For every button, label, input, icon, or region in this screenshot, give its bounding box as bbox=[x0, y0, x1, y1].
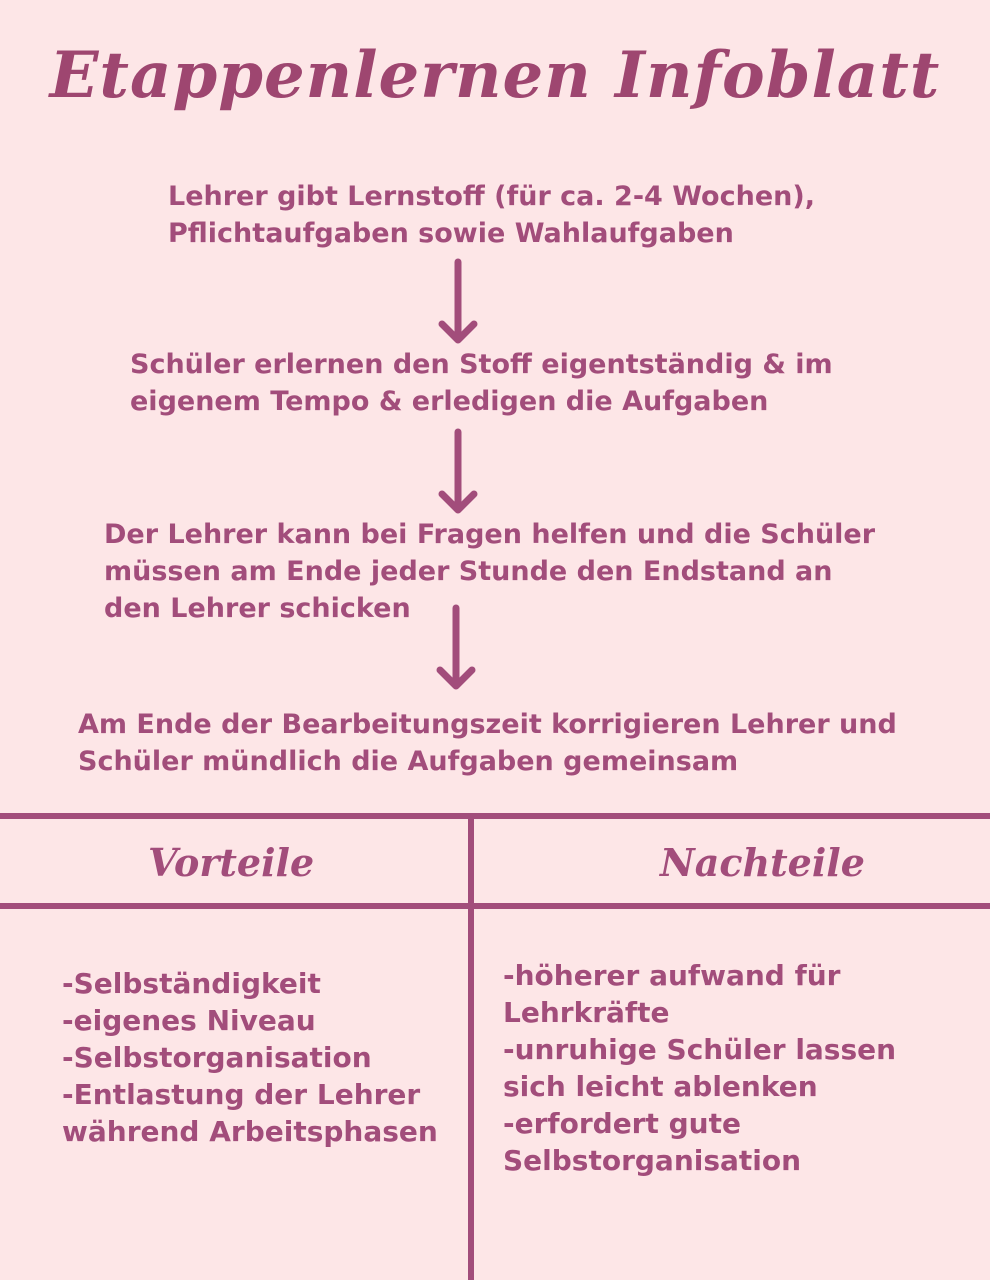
cons-list-item: Selbstorganisation bbox=[503, 1144, 802, 1177]
arrow-down-icon bbox=[438, 428, 478, 518]
cons-list-item: -höherer aufwand für bbox=[503, 959, 841, 992]
table-top-divider bbox=[0, 813, 990, 819]
cons-list-item: -erfordert gute bbox=[503, 1107, 741, 1140]
pros-list-item: -eigenes Niveau bbox=[62, 1004, 316, 1037]
arrow-down-icon bbox=[436, 604, 476, 694]
pros-list-item: -Entlastung der Lehrer bbox=[62, 1078, 421, 1111]
cons-heading: Nachteile bbox=[660, 840, 865, 885]
pros-list-item: während Arbeitsphasen bbox=[62, 1115, 438, 1148]
cons-list-item: -unruhige Schüler lassen bbox=[503, 1033, 897, 1066]
cons-list-item: sich leicht ablenken bbox=[503, 1070, 818, 1103]
table-header-divider bbox=[0, 903, 990, 909]
step-1-text: Lehrer gibt Lernstoff (für ca. 2-4 Wochen), Pflichtaufgaben sowie Wahlaufgaben bbox=[168, 181, 815, 249]
page-title: Etappenlernen Infoblatt bbox=[49, 38, 941, 113]
pros-heading: Vorteile bbox=[148, 840, 315, 885]
step-4-text: Am Ende der Bearbeitungszeit korrigieren Lehrer und Schüler mündlich die Aufgaben gemeinsam bbox=[78, 709, 897, 777]
step-3-text: Der Lehrer kann bei Fragen helfen und die Schüler müssen am Ende jeder Stunde den Endstand an den Lehrer schicken bbox=[104, 519, 876, 624]
cons-list-item: Lehrkräfte bbox=[503, 996, 670, 1029]
step-2-text: Schüler erlernen den Stoff eigentständig & im eigenem Tempo & erledigen die Aufgaben bbox=[130, 349, 833, 417]
arrow-down-icon bbox=[438, 258, 478, 348]
pros-list-item: -Selbständigkeit bbox=[62, 967, 321, 1000]
table-column-divider bbox=[468, 813, 474, 1280]
cons-list bbox=[503, 957, 973, 1179]
pros-list-item: -Selbstorganisation bbox=[62, 1041, 372, 1074]
pros-list bbox=[62, 965, 462, 1150]
